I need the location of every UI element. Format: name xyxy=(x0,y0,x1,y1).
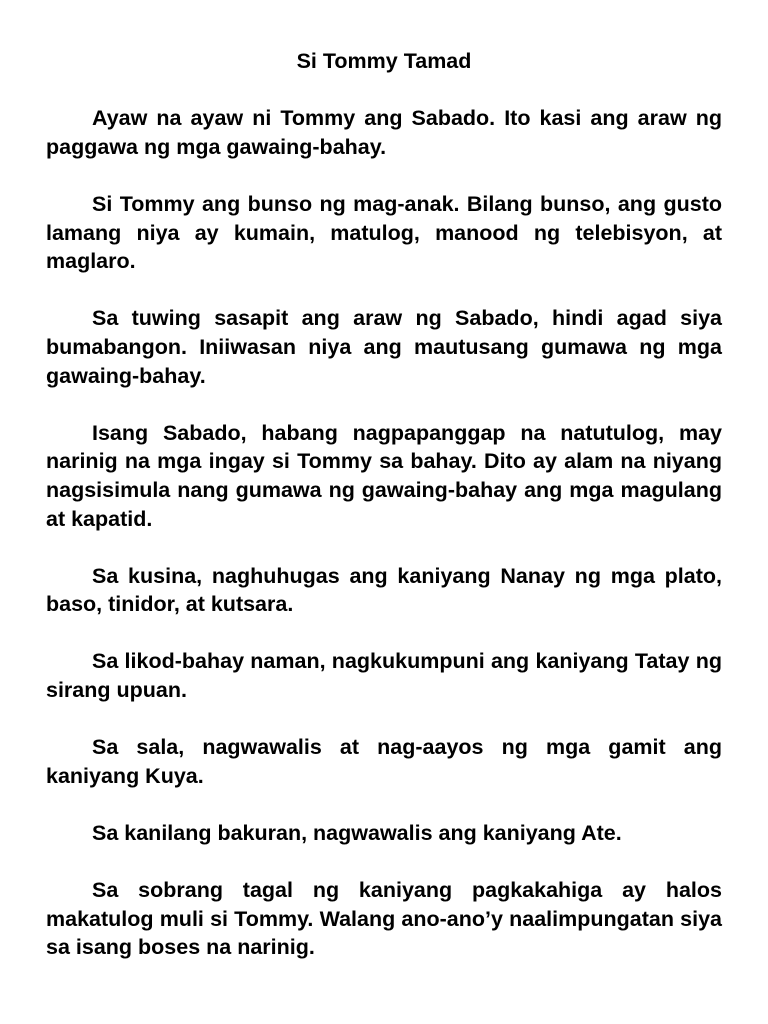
paragraph-7: Sa sala, nagwawalis at nag-aayos ng mga gamit ang kaniyang Kuya. xyxy=(46,735,722,788)
document-page xyxy=(46,47,722,991)
paragraph-1: Ayaw na ayaw ni Tommy ang Sabado. Ito kasi ang araw ng paggawa ng mga gawaing-bahay. xyxy=(46,106,722,159)
paragraph-3: Sa tuwing sasapit ang araw ng Sabado, hindi agad siya bumabangon. Iniiwasan niya ang mautusang gumawa ng mga gawaing-bahay. xyxy=(46,306,722,388)
paragraph-2: Si Tommy ang bunso ng mag-anak. Bilang bunso, ang gusto lamang niya ay kumain, matulog, manood ng telebisyon, at maglaro. xyxy=(46,191,722,274)
paragraph-9: Sa sobrang tagal ng kaniyang pagkakahiga ay halos makatulog muli si Tommy. Walang ano-ano’y naalimpungatan siya sa isang boses na narinig. xyxy=(46,878,722,960)
paragraph-8: Sa kanilang bakuran, nagwawalis ang kaniyang Ate. xyxy=(92,821,622,846)
paragraph-4: Isang Sabado, habang nagpapanggap na natutulog, may narinig na mga ingay si Tommy sa bahay. Dito ay alam na niyang nagsisimula nang gumawa ng gawaing-bahay ang mga magulang at kapatid. xyxy=(46,420,722,531)
paragraph-5: Sa kusina, naghuhugas ang kaniyang Nanay ng mga plato, baso, tinidor, at kutsara. xyxy=(46,563,722,617)
paragraph-6: Sa likod-bahay naman, nagkukumpuni ang kaniyang Tatay ng sirang upuan. xyxy=(46,649,722,703)
story-title: Si Tommy Tamad xyxy=(296,49,472,73)
